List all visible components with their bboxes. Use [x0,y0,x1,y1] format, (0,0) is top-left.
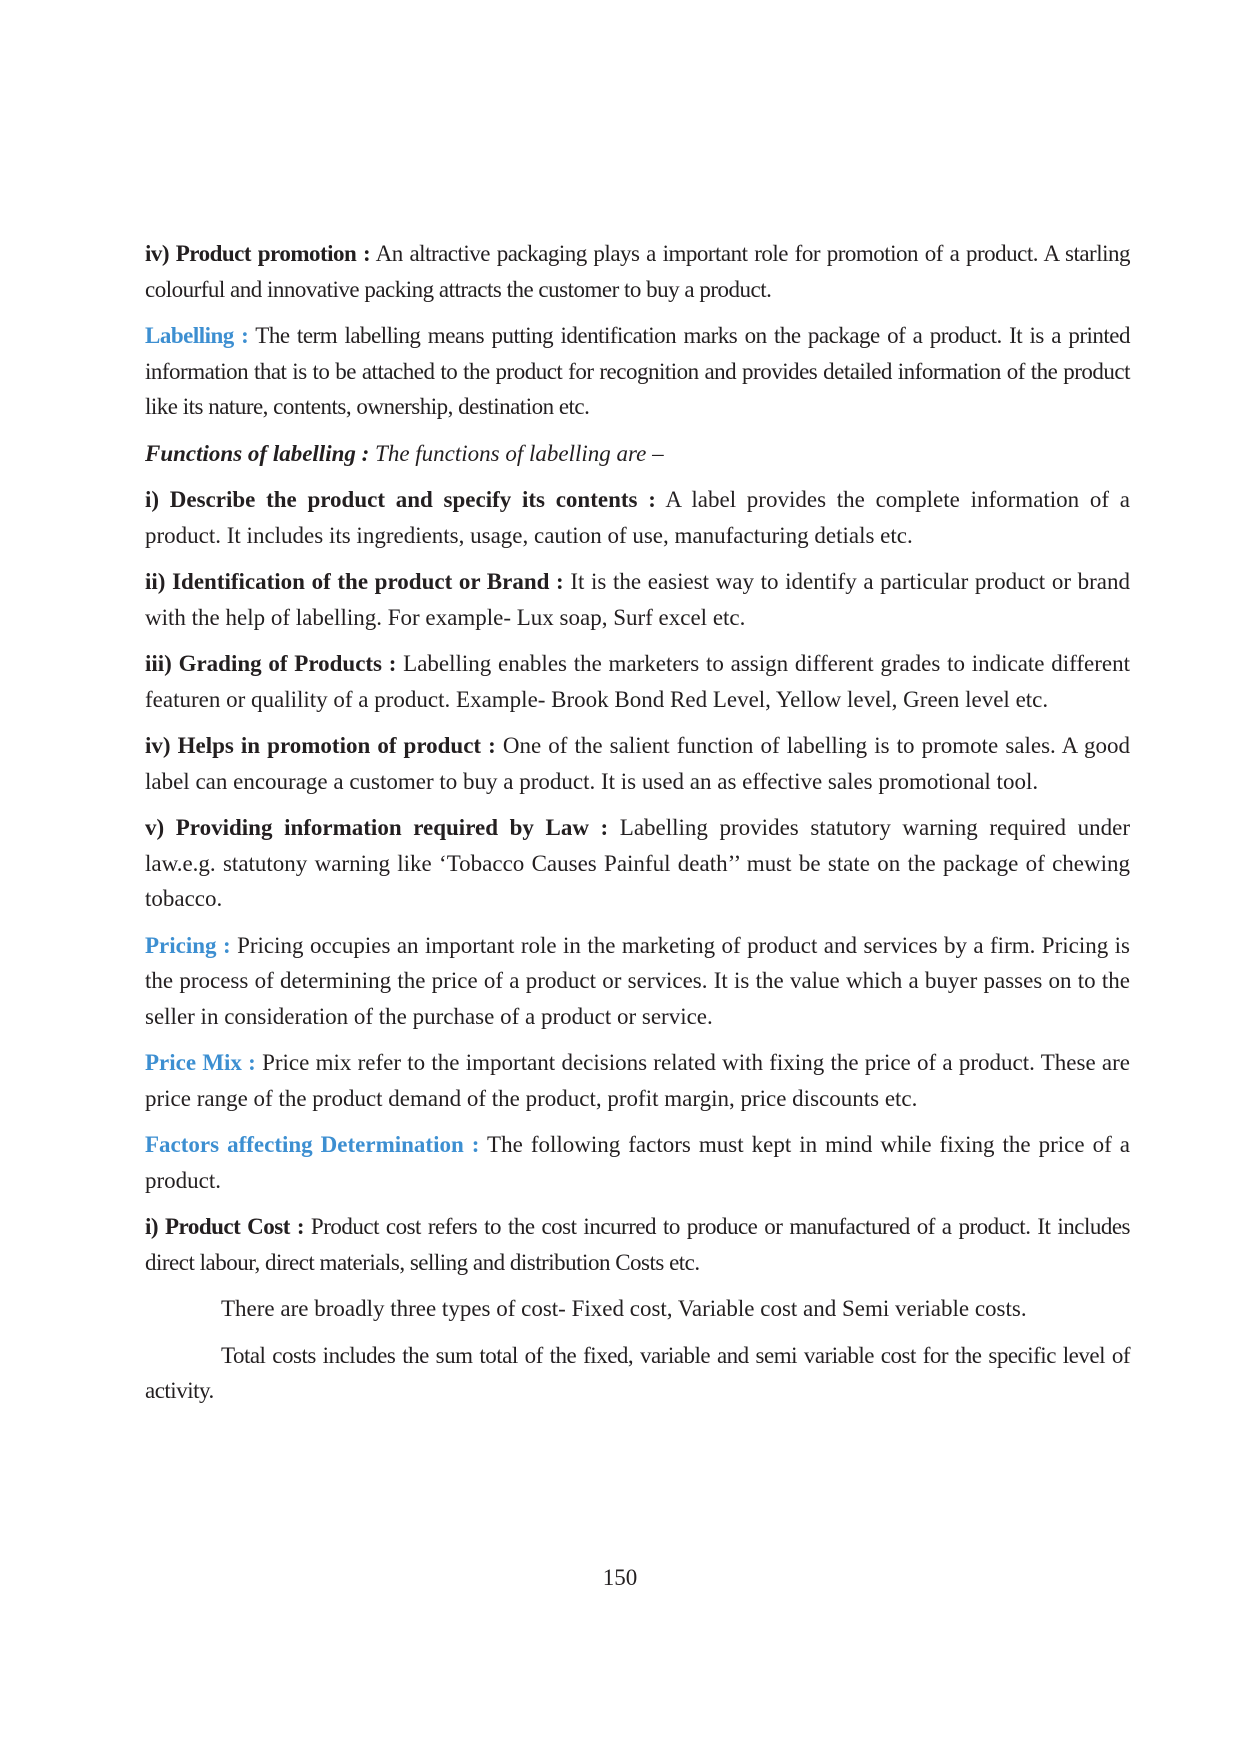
paragraph-text: There are broadly three types of cost- Fixed cost, Variable cost and Semi veriable costs. [221,1296,1027,1321]
paragraph-information-law [145,810,1130,917]
paragraph-text: A label provides the complete information of a product. It includes its ingredients, usage, caution of use, manufacturing detials etc. [145,487,1130,548]
paragraph-grading-products [145,646,1130,717]
paragraph-heading: v) Providing information required by Law : [145,815,609,840]
paragraph-text: The following factors must kept in mind while fixing the price of a product. [145,1132,1130,1193]
paragraph-describe-product [145,482,1130,553]
paragraph-heading: i) Describe the product and specify its contents : [145,487,656,512]
paragraph-heading: i) Product Cost : [145,1214,304,1239]
paragraph-identification-brand [145,564,1130,635]
paragraph-pricing [145,928,1130,1035]
paragraph-text: The functions of labelling are – [369,440,664,466]
paragraph-text: Labelling provides statutory warning required under law.e.g. statutony warning like ‘Tobacco Causes Painful death’’ must be state on the package of chewing tobacco. [145,815,1130,911]
paragraph-factors-affecting [145,1127,1130,1198]
paragraph-heading: Price Mix : [145,1050,256,1075]
paragraph-product-cost [145,1209,1130,1280]
paragraph-price-mix [145,1045,1130,1116]
paragraph-heading: Labelling : [145,323,249,348]
paragraph-text: It is the easiest way to identify a particular product or brand with the help of labelling. For example- Lux soap, Surf excel etc. [145,569,1130,630]
paragraph-functions-of-labelling [145,436,1130,472]
paragraph-heading: iv) Product promotion : [145,241,371,266]
paragraph-text: Total costs includes the sum total of the fixed, variable and semi variable cost for the specific level of activity. [145,1342,1130,1403]
paragraph-text: The term labelling means putting identification marks on the package of a product. It is a printed information that is to be attached to the product for recognition and provides detailed information of the product like its nature, contents, ownership, destination etc. [145,323,1130,419]
paragraph-heading: Functions of labelling : [145,440,370,466]
paragraph-promotion-of-product [145,728,1130,799]
paragraph-heading: iii) Grading of Products : [145,651,397,676]
paragraph-text: Product cost refers to the cost incurred to produce or manufactured of a product. It includes direct labour, direct materials, selling and distribution Costs etc. [145,1214,1130,1275]
paragraph-text: Price mix refer to the important decisions related with fixing the price of a product. These are price range of the product demand of the product, profit margin, price discounts etc. [145,1050,1130,1111]
paragraph-heading: Factors affecting Determination : [145,1132,480,1157]
paragraph-heading: ii) Identification of the product or Brand : [145,569,564,594]
paragraph-text: One of the salient function of labelling is to promote sales. A good label can encourage a customer to buy a product. It is used an as effective sales promotional tool. [145,733,1130,794]
page-content [145,236,1130,1420]
paragraph-types-of-cost [145,1291,1130,1327]
paragraph-labelling [145,318,1130,425]
page-number: 150 [602,1565,638,1590]
paragraph-heading: Pricing : [145,932,231,958]
paragraph-text: Pricing occupies an important role in the marketing of product and services by a firm. Pricing is the process of determining the price of a product or services. It is the value which a buyer passes on to the seller in consideration of the purchase of a product or service. [145,932,1131,1029]
paragraph-product-promotion [145,236,1130,307]
paragraph-text: Labelling enables the marketers to assign different grades to indicate different featuren or qualility of a product. Example- Brook Bond Red Level, Yellow level, Green level etc. [145,651,1130,712]
paragraph-text: An altractive packaging plays a important role for promotion of a product. A starling colourful and innovative packing attracts the customer to buy a product. [145,241,1130,302]
paragraph-total-costs [145,1338,1130,1409]
paragraph-heading: iv) Helps in promotion of product : [145,733,496,758]
